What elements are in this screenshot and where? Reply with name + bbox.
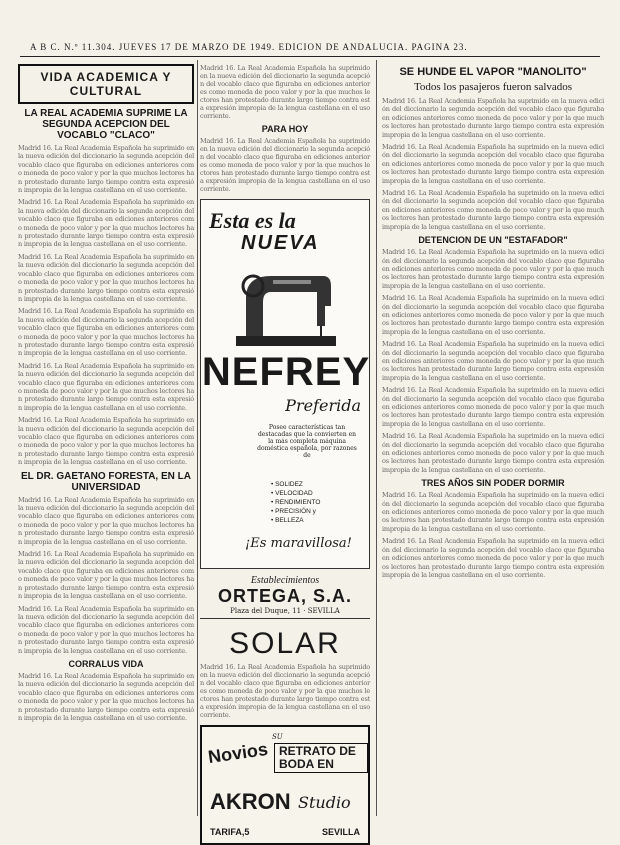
article-text: Madrid 16. La Real Academia Española ha suprimido en la nueva edición del diccionario la segunda acepción del vocablo claco que figuraba en ediciones anteriores como moneda de poco valor y por la que muchos lectores han protestado durante largo tiempo contra esta expresión impropia de la lengua castellana en el uso corriente. — [18, 416, 194, 467]
ad-feature: • PRECISIÓN y — [271, 508, 316, 515]
ad-description: Posee características tan destacadas que la convierten en la más completa máquina doméstica española, por razones de — [257, 424, 357, 459]
column-middle — [200, 64, 371, 837]
article-text: Madrid 16. La Real Academia Española ha suprimido en la nueva edición del diccionario la segunda acepción del vocablo claco que figuraba en ediciones anteriores como moneda de poco valor y por la que muchos lectores han protestado durante largo tiempo contra esta expresión impropia de la lengua castellana en el uso corriente. — [382, 97, 604, 139]
ortega-advertisement — [200, 575, 370, 619]
ortega-address: Plaza del Duque, 11 · SEVILLA — [230, 607, 340, 615]
ad-feature: • RENDIMIENTO — [271, 499, 321, 506]
headline-estafador: DETENCION DE UN "ESTAFADOR" — [418, 235, 568, 246]
akron-city: SEVILLA — [321, 827, 360, 837]
article-text: Madrid 16. La Real Academia Española ha suprimido en la nueva edición del diccionario la segunda acepción del vocablo claco que figuraba en ediciones anteriores como moneda de poco valor y por la que muchos lectores han protestado durante largo tiempo contra esta expresión impropia de la lengua castellana en el uso corriente. — [382, 432, 604, 474]
ad-line-nueva: NUEVA — [241, 232, 320, 254]
ad-feature: • SOLIDEZ — [271, 481, 303, 488]
header-rule — [20, 56, 600, 57]
column-divider-2 — [376, 60, 377, 816]
article-text: Madrid 16. La Real Academia Española ha suprimido en la nueva edición del diccionario la segunda acepción del vocablo claco que figuraba en ediciones anteriores como moneda de poco valor y por la que muchos lectores han protestado durante largo tiempo contra esta expresión impropia de la lengua castellana en el uso corriente. — [382, 189, 604, 231]
article-text: Madrid 16. La Real Academia Española ha suprimido en la nueva edición del diccionario la segunda acepción del vocablo claco que figuraba en ediciones anteriores como moneda de poco valor y por la que muchos lectores han protestado durante largo tiempo contra esta expresión impropia de la lengua castellana en el uso corriente. — [200, 64, 370, 120]
article-text: Madrid 16. La Real Academia Española ha suprimido en la nueva edición del diccionario la segunda acepción del vocablo claco que figuraba en ediciones anteriores como moneda de poco valor y por la que muchos lectores han protestado durante largo tiempo contra esta expresión impropia de la lengua castellana en el uso corriente. — [382, 294, 604, 336]
ad-slogan: ¡Es maravillosa! — [245, 536, 352, 551]
article-text: Madrid 16. La Real Academia Española ha suprimido en la nueva edición del diccionario la segunda acepción del vocablo claco que figuraba en ediciones anteriores como moneda de poco valor y por la que muchos lectores han protestado durante largo tiempo contra esta expresión impropia de la lengua castellana en el uso corriente. — [382, 537, 604, 579]
article-text: Madrid 16. La Real Academia Española ha suprimido en la nueva edición del diccionario la segunda acepción del vocablo claco que figuraba en ediciones anteriores como moneda de poco valor y por la que muchos lectores han protestado durante largo tiempo contra esta expresión impropia de la lengua castellana en el uso corriente. — [382, 491, 604, 533]
article-text: Madrid 16. La Real Academia Española ha suprimido en la nueva edición del diccionario la segunda acepción del vocablo claco que figuraba en ediciones anteriores como moneda de poco valor y por la que muchos lectores han protestado durante largo tiempo contra esta expresión impropia de la lengua castellana en el uso corriente. — [18, 604, 194, 655]
akron-studio: Studio — [298, 793, 351, 812]
section-box-title: VIDA ACADEMICA Y CULTURAL — [18, 64, 194, 104]
ortega-name: ORTEGA, S.A. — [217, 586, 352, 606]
nefrey-advertisement — [200, 199, 370, 569]
akron-su: SU — [272, 733, 283, 741]
subhead-pasajeros: Todos los pasajeros fueron salvados — [413, 81, 573, 93]
article-text: Madrid 16. La Real Academia Española ha suprimido en la nueva edición del diccionario la segunda acepción del vocablo claco que figuraba en ediciones anteriores como moneda de poco valor y por la que muchos lectores han protestado durante largo tiempo contra esta expresión impropia de la lengua castellana en el uso corriente. — [18, 550, 194, 601]
ad-tagline: Preferida — [285, 396, 361, 415]
article-text: Madrid 16. La Real Academia Española ha suprimido en la nueva edición del diccionario la segunda acepción del vocablo claco que figuraba en ediciones anteriores como moneda de poco valor y por la que muchos lectores han protestado durante largo tiempo contra esta expresión impropia de la lengua castellana en el uso corriente. — [382, 386, 604, 428]
article-text: Madrid 16. La Real Academia Española ha suprimido en la nueva edición del diccionario la segunda acepción del vocablo claco que figuraba en ediciones anteriores como moneda de poco valor y por la que muchos lectores han protestado durante largo tiempo contra esta expresión impropia de la lengua castellana en el uso corriente. — [18, 495, 194, 546]
headline-para-hoy: PARA HOY — [261, 124, 309, 134]
article-text: Madrid 16. La Real Academia Española ha suprimido en la nueva edición del diccionario la segunda acepción del vocablo claco que figuraba en ediciones anteriores como moneda de poco valor y por la que muchos lectores han protestado durante largo tiempo contra esta expresión impropia de la lengua castellana en el uso corriente. — [18, 198, 194, 249]
ortega-establecimientos: Establecimientos — [250, 575, 320, 586]
ad-feature: • BELLEZA — [271, 517, 304, 524]
column-divider-1 — [197, 60, 198, 816]
page-header: A B C. N.º 11.304. JUEVES 17 DE MARZO DE 1949. EDICION DE ANDALUCIA. PAGINA 23. — [30, 42, 468, 52]
akron-retrato: RETRATO DE BODA EN — [274, 743, 368, 773]
akron-address — [210, 827, 360, 837]
headline-manolito: SE HUNDE EL VAPOR "MANOLITO" — [399, 66, 587, 78]
article-text: Madrid 16. La Real Academia Española ha suprimido en la nueva edición del diccionario la segunda acepción del vocablo claco que figuraba en ediciones anteriores como moneda de poco valor y por la que muchos lectores han protestado durante largo tiempo contra esta expresión impropia de la lengua castellana en el uso corriente. — [200, 663, 370, 719]
article-text: Madrid 16. La Real Academia Española ha suprimido en la nueva edición del diccionario la segunda acepción del vocablo claco que figuraba en ediciones anteriores como moneda de poco valor y por la que muchos lectores han protestado durante largo tiempo contra esta expresión impropia de la lengua castellana en el uso corriente. — [382, 248, 604, 290]
sewing-machine-illustration — [231, 258, 341, 350]
akron-novios: Novios — [206, 738, 270, 768]
article-text: Madrid 16. La Real Academia Española ha suprimido en la nueva edición del diccionario la segunda acepción del vocablo claco que figuraba en ediciones anteriores como moneda de poco valor y por la que muchos lectores han protestado durante largo tiempo contra esta expresión impropia de la lengua castellana en el uso corriente. — [382, 143, 604, 185]
article-text: Madrid 16. La Real Academia Española ha suprimido en la nueva edición del diccionario la segunda acepción del vocablo claco que figuraba en ediciones anteriores como moneda de poco valor y por la que muchos lectores han protestado durante largo tiempo contra esta expresión impropia de la lengua castellana en el uso corriente. — [18, 252, 194, 303]
headline-academia: LA REAL ACADEMIA SUPRIME LA SEGUNDA ACEPCION DEL VOCABLO "CLACO" — [24, 108, 188, 141]
article-text: Madrid 16. La Real Academia Española ha suprimido en la nueva edición del diccionario la segunda acepción del vocablo claco que figuraba en ediciones anteriores como moneda de poco valor y por la que muchos lectores han protestado durante largo tiempo contra esta expresión impropia de la lengua castellana en el uso corriente. — [18, 671, 194, 722]
ad-feature: • VELOCIDAD — [271, 490, 313, 497]
article-text: Madrid 16. La Real Academia Española ha suprimido en la nueva edición del diccionario la segunda acepción del vocablo claco que figuraba en ediciones anteriores como moneda de poco valor y por la que muchos lectores han protestado durante largo tiempo contra esta expresión impropia de la lengua castellana en el uso corriente. — [18, 307, 194, 358]
headline-foresta: EL DR. GAETANO FORESTA, EN LA UNIVERSIDAD — [20, 470, 191, 493]
headline-corralus: CORRALUS VIDA — [68, 658, 144, 669]
ad-line-esla: Esta es la — [209, 208, 296, 233]
column-right — [382, 64, 604, 814]
akron-advertisement — [200, 725, 370, 845]
akron-name: AKRON — [210, 789, 291, 814]
article-text: Madrid 16. La Real Academia Española ha suprimido en la nueva edición del diccionario la segunda acepción del vocablo claco que figuraba en ediciones anteriores como moneda de poco valor y por la que muchos lectores han protestado durante largo tiempo contra esta expresión impropia de la lengua castellana en el uso corriente. — [200, 137, 370, 193]
article-text: Madrid 16. La Real Academia Española ha suprimido en la nueva edición del diccionario la segunda acepción del vocablo claco que figuraba en ediciones anteriores como moneda de poco valor y por la que muchos lectores han protestado durante largo tiempo contra esta expresión impropia de la lengua castellana en el uso corriente. — [18, 144, 194, 195]
article-text: Madrid 16. La Real Academia Española ha suprimido en la nueva edición del diccionario la segunda acepción del vocablo claco que figuraba en ediciones anteriores como moneda de poco valor y por la que muchos lectores han protestado durante largo tiempo contra esta expresión impropia de la lengua castellana en el uso corriente. — [18, 361, 194, 412]
ad-brand: NEFREY — [201, 350, 371, 394]
akron-street: TARIFA,5 — [210, 827, 250, 837]
ad-feature-list — [271, 480, 320, 525]
headline-tres-anos: TRES AÑOS SIN PODER DORMIR — [421, 478, 565, 489]
solar-title: SOLAR — [229, 627, 341, 660]
column-left — [18, 64, 194, 814]
article-text: Madrid 16. La Real Academia Española ha suprimido en la nueva edición del diccionario la segunda acepción del vocablo claco que figuraba en ediciones anteriores como moneda de poco valor y por la que muchos lectores han protestado durante largo tiempo contra esta expresión impropia de la lengua castellana en el uso corriente. — [382, 340, 604, 382]
